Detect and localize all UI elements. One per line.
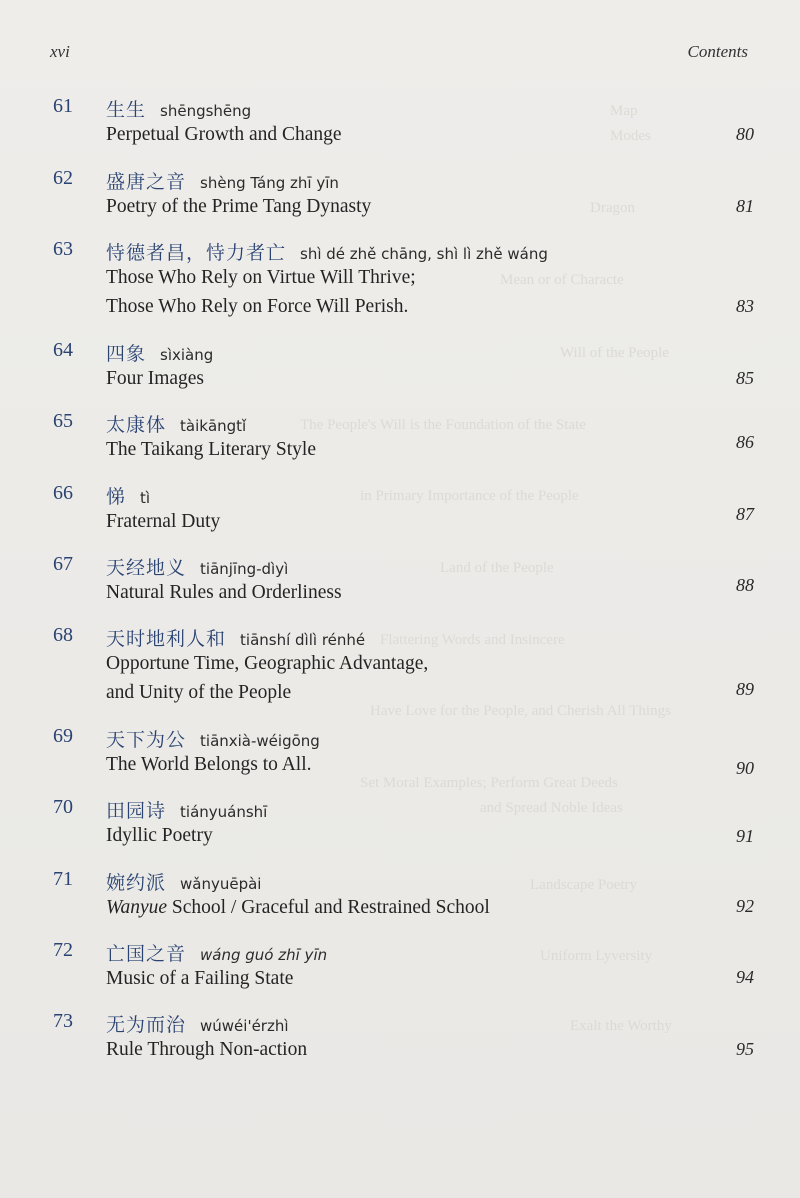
entry-heading <box>106 238 548 265</box>
entry-number: 73 <box>53 1010 73 1032</box>
entry-pinyin: tiānshí dìlì rénhé <box>240 631 366 649</box>
entry-chinese: 亡国之音 <box>106 943 187 965</box>
entry-pinyin: tiányuánshī <box>180 803 268 821</box>
entry-english-line-2: Those Who Rely on Force Will Perish. <box>106 296 409 317</box>
entry-chinese: 婉约派 <box>106 872 167 894</box>
entry-heading <box>106 482 150 509</box>
entry-chinese: 无为而治 <box>106 1014 187 1036</box>
entry-chinese: 太康体 <box>106 414 167 436</box>
entry-number: 71 <box>53 868 73 890</box>
running-head-title: Contents <box>687 42 748 61</box>
entry-pinyin: tiānxià-wéigōng <box>200 732 320 750</box>
entry-heading <box>106 725 320 752</box>
entry-english-line-1: Opportune Time, Geographic Advantage, <box>106 653 429 674</box>
entry-heading <box>106 1010 289 1037</box>
entry-page: 94 <box>736 967 754 987</box>
entry-heading <box>106 553 288 580</box>
entry-pinyin: tì <box>140 489 151 507</box>
entry-page: 87 <box>736 504 754 524</box>
entry-chinese: 恃德者昌，恃力者亡 <box>106 242 287 264</box>
entry-page: 88 <box>736 575 754 595</box>
entry-page: 91 <box>736 826 754 846</box>
entry-number: 69 <box>53 725 73 747</box>
entry-number: 61 <box>53 95 73 117</box>
entry-english: Fraternal Duty <box>106 511 221 532</box>
entry-heading <box>106 796 267 823</box>
entry-number: 62 <box>53 167 73 189</box>
entry-page: 80 <box>736 124 754 144</box>
entry-chinese: 盛唐之音 <box>106 171 187 193</box>
entry-number: 66 <box>53 482 73 504</box>
entry-chinese: 生生 <box>106 99 147 121</box>
entry-english: The Taikang Literary Style <box>106 439 316 460</box>
entry-pinyin: shì dé zhě chāng, shì lì zhě wáng <box>300 245 548 263</box>
entry-number: 63 <box>53 238 73 260</box>
entry-heading <box>106 939 327 966</box>
entry-page: 89 <box>736 679 754 699</box>
entry-heading <box>106 624 365 651</box>
entry-pinyin: shèng Táng zhī yīn <box>200 174 339 192</box>
entry-english: Four Images <box>106 368 205 389</box>
entry-chinese: 天下为公 <box>106 729 187 751</box>
entry-heading <box>106 410 246 437</box>
entry-english-line-1: Those Who Rely on Virtue Will Thrive; <box>106 267 416 288</box>
entry-heading <box>106 167 339 194</box>
entry-chinese: 田园诗 <box>106 800 167 822</box>
entry-heading <box>106 868 261 895</box>
entry-english: The World Belongs to All. <box>106 754 312 775</box>
entry-number: 65 <box>53 410 73 432</box>
entry-pinyin: sìxiàng <box>160 346 214 364</box>
entry-number: 68 <box>53 624 73 646</box>
entry-english-line-2: and Unity of the People <box>106 682 292 703</box>
entry-chinese: 天经地义 <box>106 557 187 579</box>
entry-page: 90 <box>736 758 754 778</box>
entry-number: 64 <box>53 339 73 361</box>
entry-english: Natural Rules and Orderliness <box>106 582 342 603</box>
entry-number: 70 <box>53 796 73 818</box>
entry-pinyin: tiānjīng-dìyì <box>200 560 289 578</box>
entry-page: 83 <box>736 296 754 316</box>
entry-page: 81 <box>736 196 754 216</box>
entry-page: 85 <box>736 368 754 388</box>
entry-page: 92 <box>736 896 754 916</box>
entry-english: Perpetual Growth and Change <box>106 124 342 145</box>
entry-chinese: 天时地利人和 <box>106 628 227 650</box>
entry-pinyin: wáng guó zhī yīn <box>200 946 328 964</box>
page-number-roman: xvi <box>50 42 70 61</box>
entry-page: 95 <box>736 1039 754 1059</box>
entry-pinyin: wúwéi'érzhì <box>200 1017 289 1035</box>
entry-english: Poetry of the Prime Tang Dynasty <box>106 196 372 217</box>
entry-number: 67 <box>53 553 73 575</box>
entry-page: 86 <box>736 432 754 452</box>
entry-english <box>106 897 490 919</box>
entry-english: Music of a Failing State <box>106 968 294 989</box>
entry-pinyin: tàikāngtǐ <box>180 417 247 435</box>
entry-chinese: 四象 <box>106 343 147 365</box>
entry-pinyin: wǎnyuēpài <box>180 875 262 893</box>
entry-english-italic-term: Wanyue <box>106 897 168 918</box>
entry-number: 72 <box>53 939 73 961</box>
entry-heading <box>106 95 251 122</box>
entry-heading <box>106 339 213 366</box>
entry-pinyin: shēngshēng <box>160 102 252 120</box>
entry-english-rest: School / Graceful and Restrained School <box>167 897 490 918</box>
entry-chinese: 悌 <box>106 486 127 508</box>
entry-english: Idyllic Poetry <box>106 825 213 846</box>
book-page: xvi Contents Map Modes Dragon Mean or of Characte Will of the People The People's Will is the Foundation of the State in Primary Importance of the People Land of the People Flattering Words and Insincere Have Love for the People, and Cherish All Things Set Moral Examples; Perform Great Deeds and Spread Noble Ideas Landscape Poetry Uniform Lyversity Exalt the Worthy 61 生生 shēngshēng Perpetual Growth and Change 80 62 盛唐之音 shèng Táng zhī yīn Poetry of the Prime Tang Dynasty 81 63 恃德者昌，恃力者亡 shì dé zhě chāng, shì lì zhě wáng Those Who Rely on Virtue Will Thrive; Those Who Rely on Force Will Perish. 83 64 四象 sìxiàng Four Images 85 65 太康体 tàikāngtǐ The Taikang Literary Style 86 66 悌 tì Fraternal Duty 87 67 天经地义 tiānjīng-dìyì Natural Rules and Orderliness 88 68 天时地利人和 tiānshí dìlì rénhé Opportune Time, Geographic Advantage, and Unity of the People 89 69 天下为公 tiānxià-wéigōng The World Belongs to All. 90 70 田园诗 tiányuánshī Idyllic Poetry 91 71 婉约派 wǎnyuēpài Wanyue School / Graceful and Restrained School 92 72 亡国之音 wáng guó zhī yīn Music of a Failing State 94 73 无为而治 wúwéi'érzhì Rule Through Non-action 95 <box>0 0 800 1198</box>
entry-english: Rule Through Non-action <box>106 1039 308 1060</box>
